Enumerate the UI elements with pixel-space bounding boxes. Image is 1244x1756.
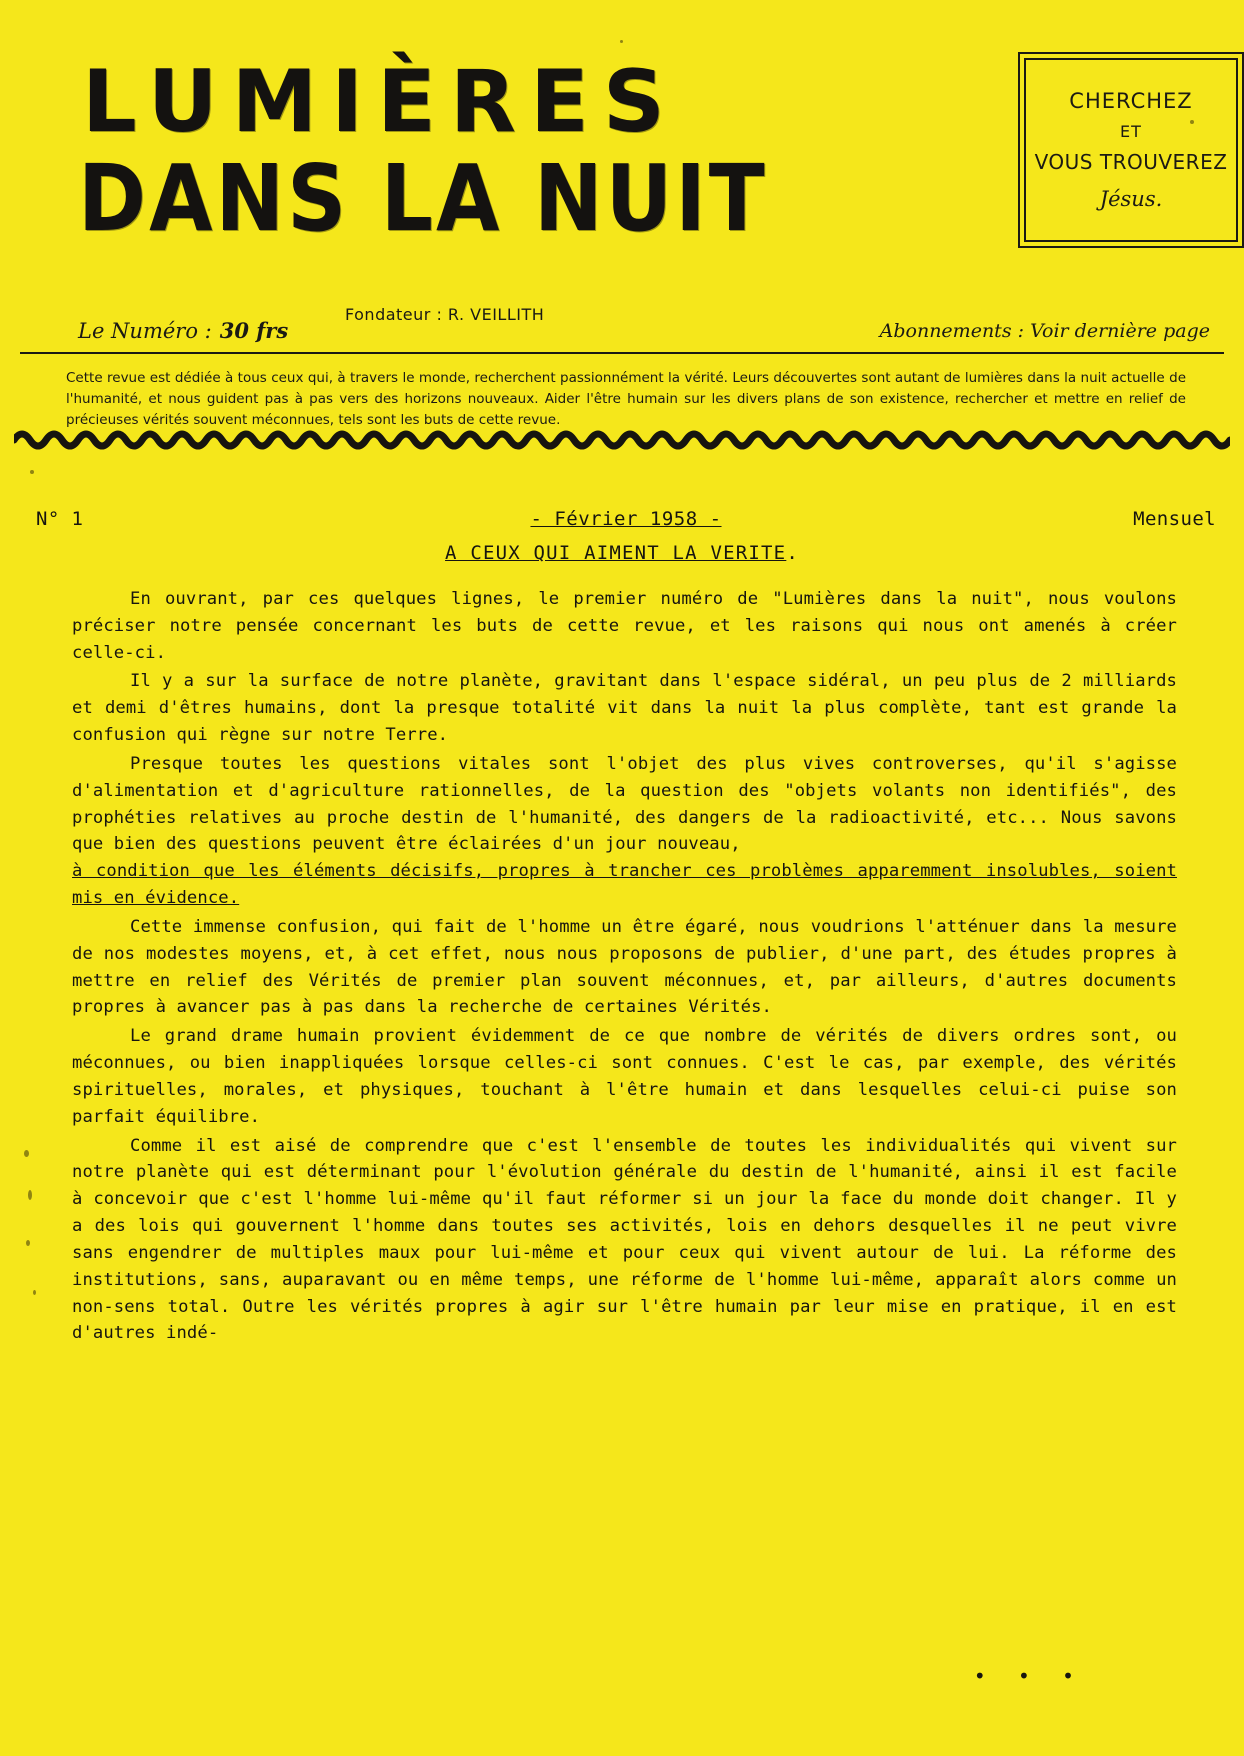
subscription-value: Voir dernière page bbox=[1030, 320, 1210, 342]
paper-speck bbox=[30, 470, 34, 474]
paper-speck bbox=[620, 40, 623, 43]
issue-date: - Février 1958 - bbox=[530, 508, 722, 530]
article-title bbox=[0, 542, 1244, 564]
issue-price bbox=[78, 318, 288, 343]
subscription-label: Abonnements : bbox=[879, 320, 1025, 342]
paragraph-6: Comme il est aisé de comprendre que c'est l'ensemble de toutes les individualités qui vivent sur notre planète qui est déterminant pour l'évolution générale du destin de l'humanité, ainsi il est facile à concevoir que c'est l'homme lui-même qu'il faut réformer si un jour la face du monde doit changer. Il y a des lois qui gouvernent l'homme dans toutes ses activités, lois en dehors desquelles il ne peut vivre sans engendrer de multiples maux pour lui-même et pour ceux qui vivent autour de lui. La réforme des institutions, sans, auparavant ou en même temps, une réforme de l'homme lui-même, apparaît alors comme un non-sens total. Outre les vérités propres à agir sur l'être humain par leur mise en pratique, il en est d'autres indé- bbox=[72, 1135, 1177, 1344]
paper-speck bbox=[28, 1190, 32, 1200]
paragraph-3: Presque toutes les questions vitales sont l'objet des plus vives controverses, qu'il s'agisse d'alimentation et d'agriculture rationnelles, de la question des "objets volants non identifiés", des prophéties relatives au proche destin de l'humanité, des dangers de la radioactivité, etc... Nous savons que bien des questions peuvent être éclairées d'un jour nouveau, bbox=[72, 753, 1177, 855]
motto-line-1: CHERCHEZ bbox=[1069, 89, 1193, 113]
issue-price-label: Le Numéro : bbox=[78, 319, 212, 343]
paper-speck bbox=[24, 1150, 29, 1157]
motto-attribution: Jésus. bbox=[1099, 187, 1163, 211]
paragraph-5: Le grand drame humain provient évidemment de ce que nombre de vérités de divers ordres sont, ou méconnues, ou bien inappliquées lorsque celles-ci sont connues. C'est le cas, par exemple, des vérités spirituelles, morales, et physiques, touchant à l'être humain et dans lesquelles celui-ci puise son parfait équilibre. bbox=[72, 1026, 1177, 1127]
paragraph-4: Cette immense confusion, qui fait de l'homme un être égaré, nous voudrions l'atténuer dans la mesure de nos modestes moyens, et, à cet effet, nous nous proposons de publier, d'une part, des études propres à mettre en relief des Vérités de premier plan souvent méconnues, et, par ailleurs, d'autres documents propres à avancer pas à pas dans la recherche de certaines Vérités. bbox=[72, 916, 1177, 1018]
issue-price-value: 30 frs bbox=[219, 318, 289, 343]
paragraph-2: Il y a sur la surface de notre planète, gravitant dans l'espace sidéral, un peu plus de 2 milliards et demi d'êtres humains, dont la presque totalité vit dans la nuit la plus complète, tant est grande la confusion qui règne sur notre Terre. bbox=[72, 671, 1177, 746]
motto-box bbox=[1024, 58, 1238, 242]
paragraph-1: En ouvrant, par ces quelques lignes, le premier numéro de "Lumières dans la nuit", nous voulons préciser notre pensée concernant les buts de cette revue, et les raisons qui nous ont amenés à créer celle-ci. bbox=[72, 589, 1177, 663]
paragraph-3-underlined-continuation: à condition que les éléments décisifs, propres à trancher ces problèmes apparemment insolubles, soient mis en évidence. bbox=[72, 861, 1177, 909]
masthead-title bbox=[78, 52, 838, 253]
title-line-2: DANS LA NUIT bbox=[78, 145, 768, 253]
article-body bbox=[72, 586, 1177, 1349]
mission-statement: Cette revue est dédiée à tous ceux qui, à travers le monde, recherchent passionnément la vérité. Leurs découvertes sont autant de lumières dans la nuit actuelle de l'humanité, et nous guident pas à pas vers des horizons nouveaux. Aider l'être humain sur les divers plans de son existence, rechercher et mettre en relief de précieuses vérités souvent méconnues, tels sont les buts de cette revue. bbox=[66, 370, 1186, 428]
paper-speck bbox=[1190, 120, 1194, 124]
masthead bbox=[78, 52, 1168, 253]
paper-speck bbox=[33, 1290, 36, 1295]
issue-info-row bbox=[36, 508, 1216, 530]
article-title-text: A CEUX QUI AIMENT LA VERITE bbox=[445, 542, 787, 564]
masthead-divider bbox=[20, 352, 1224, 354]
decorative-wave-divider bbox=[14, 424, 1230, 450]
title-line-1: LUMIÈRES bbox=[82, 52, 679, 152]
motto-line-3: VOUS TROUVEREZ bbox=[1034, 150, 1228, 174]
founder-credit: Fondateur : R. VEILLITH bbox=[345, 305, 545, 324]
continuation-dots: • • • bbox=[973, 1664, 1084, 1688]
paper-speck bbox=[26, 1240, 30, 1246]
issue-frequency: Mensuel bbox=[1133, 508, 1216, 530]
subscription-note bbox=[880, 320, 1210, 342]
article-title-suffix: . bbox=[786, 542, 799, 564]
issue-number: N° 1 bbox=[36, 508, 84, 530]
motto-line-2: ET bbox=[1120, 122, 1142, 141]
